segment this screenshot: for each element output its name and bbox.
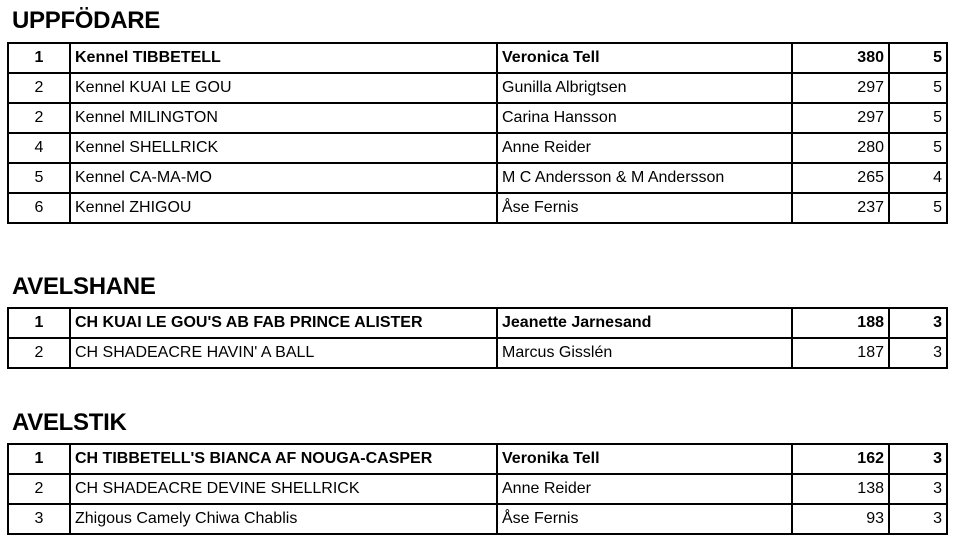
owner-cell: Åse Fernis xyxy=(497,193,792,223)
section-title-avelshane: AVELSHANE xyxy=(12,273,156,300)
kennel-name-cell: Kennel CA-MA-MO xyxy=(70,163,497,193)
kennel-name-cell: Kennel MILINGTON xyxy=(70,103,497,133)
rank-cell: 2 xyxy=(8,103,70,133)
table-row xyxy=(8,193,947,223)
section-title-avelstik: AVELSTIK xyxy=(12,409,127,436)
table-row xyxy=(8,43,947,73)
points-cell: 237 xyxy=(792,193,889,223)
table-avelshane xyxy=(7,307,948,369)
dog-name-cell: CH SHADEACRE DEVINE SHELLRICK xyxy=(70,474,497,504)
table-avelstik xyxy=(7,443,948,535)
table-row xyxy=(8,444,947,474)
table-row xyxy=(8,103,947,133)
rank-cell: 1 xyxy=(8,444,70,474)
owner-cell: Anne Reider xyxy=(497,133,792,163)
count-cell: 5 xyxy=(889,43,947,73)
rank-cell: 3 xyxy=(8,504,70,534)
kennel-name-cell: Kennel SHELLRICK xyxy=(70,133,497,163)
table-row xyxy=(8,73,947,103)
kennel-name-cell: Kennel ZHIGOU xyxy=(70,193,497,223)
table-uppfodare xyxy=(7,42,948,224)
dog-name-cell: CH KUAI LE GOU'S AB FAB PRINCE ALISTER xyxy=(70,308,497,338)
points-cell: 187 xyxy=(792,338,889,368)
owner-cell: Veronika Tell xyxy=(497,444,792,474)
owner-cell: Gunilla Albrigtsen xyxy=(497,73,792,103)
section-title-uppfodare: UPPFÖDARE xyxy=(12,7,160,34)
table-row xyxy=(8,133,947,163)
owner-cell: Anne Reider xyxy=(497,474,792,504)
table-row xyxy=(8,163,947,193)
dog-name-cell: CH SHADEACRE HAVIN' A BALL xyxy=(70,338,497,368)
owner-cell: Marcus Gisslén xyxy=(497,338,792,368)
rank-cell: 4 xyxy=(8,133,70,163)
points-cell: 188 xyxy=(792,308,889,338)
kennel-name-cell: Kennel KUAI LE GOU xyxy=(70,73,497,103)
count-cell: 5 xyxy=(889,103,947,133)
owner-cell: Carina Hansson xyxy=(497,103,792,133)
count-cell: 5 xyxy=(889,193,947,223)
rank-cell: 5 xyxy=(8,163,70,193)
table-row xyxy=(8,338,947,368)
table-row xyxy=(8,308,947,338)
dog-name-cell: CH TIBBETELL'S BIANCA AF NOUGA-CASPER xyxy=(70,444,497,474)
points-cell: 297 xyxy=(792,103,889,133)
count-cell: 3 xyxy=(889,308,947,338)
count-cell: 3 xyxy=(889,504,947,534)
owner-cell: Veronica Tell xyxy=(497,43,792,73)
table-row xyxy=(8,474,947,504)
points-cell: 138 xyxy=(792,474,889,504)
rank-cell: 1 xyxy=(8,43,70,73)
rank-cell: 2 xyxy=(8,73,70,103)
owner-cell: Jeanette Jarnesand xyxy=(497,308,792,338)
count-cell: 3 xyxy=(889,338,947,368)
kennel-name-cell: Kennel TIBBETELL xyxy=(70,43,497,73)
points-cell: 93 xyxy=(792,504,889,534)
count-cell: 5 xyxy=(889,73,947,103)
count-cell: 3 xyxy=(889,444,947,474)
points-cell: 265 xyxy=(792,163,889,193)
points-cell: 162 xyxy=(792,444,889,474)
count-cell: 5 xyxy=(889,133,947,163)
dog-name-cell: Zhigous Camely Chiwa Chablis xyxy=(70,504,497,534)
rank-cell: 2 xyxy=(8,338,70,368)
owner-cell: M C Andersson & M Andersson xyxy=(497,163,792,193)
rank-cell: 6 xyxy=(8,193,70,223)
points-cell: 280 xyxy=(792,133,889,163)
table-row xyxy=(8,504,947,534)
points-cell: 380 xyxy=(792,43,889,73)
points-cell: 297 xyxy=(792,73,889,103)
rank-cell: 2 xyxy=(8,474,70,504)
rank-cell: 1 xyxy=(8,308,70,338)
count-cell: 4 xyxy=(889,163,947,193)
owner-cell: Åse Fernis xyxy=(497,504,792,534)
count-cell: 3 xyxy=(889,474,947,504)
